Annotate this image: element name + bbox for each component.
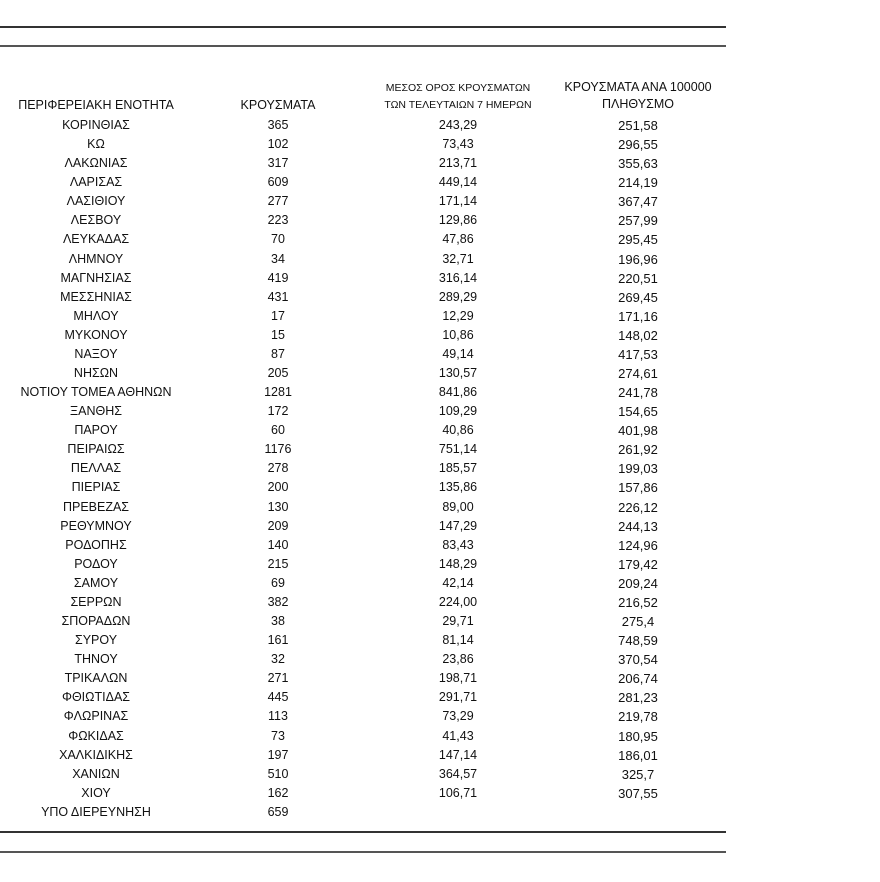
cases-cell: 70 xyxy=(271,232,285,247)
per-100000-cell: 296,55 xyxy=(618,137,658,153)
cases-cell: 365 xyxy=(267,118,289,132)
seven-day-average-cell: 147,14 xyxy=(438,747,478,762)
seven-day-average-cell: 198,71 xyxy=(438,671,478,686)
region-name-cell: ΛΕΣΒΟΥ xyxy=(70,213,122,228)
cases-cell: 223 xyxy=(267,213,289,228)
table-row xyxy=(0,612,726,631)
table-row xyxy=(0,192,726,211)
table-row xyxy=(0,517,726,536)
region-name-cell: ΝΟΤΙΟΥ ΤΟΜΕΑ ΑΘΗΝΩΝ xyxy=(20,385,172,400)
table-row xyxy=(0,574,726,593)
table-row xyxy=(0,269,726,288)
seven-day-average-cell: 243,29 xyxy=(438,118,478,132)
table-row xyxy=(0,116,726,135)
region-name-cell: ΝΑΞΟΥ xyxy=(74,346,118,361)
region-name-cell: ΣΑΜΟΥ xyxy=(73,575,119,590)
seven-day-average-cell: 12,29 xyxy=(442,308,474,323)
per-100000-cell: 220,51 xyxy=(618,270,658,286)
per-100000-cell: 209,24 xyxy=(618,575,658,591)
region-name-cell: ΠΡΕΒΕΖΑΣ xyxy=(62,499,130,514)
per-100000-cell: 196,96 xyxy=(618,251,658,267)
seven-day-average-cell: 106,71 xyxy=(438,785,478,800)
region-name-cell: ΣΥΡΟΥ xyxy=(74,633,118,648)
seven-day-average-cell: 289,29 xyxy=(438,289,478,304)
seven-day-average-cell: 42,14 xyxy=(442,575,474,590)
per-100000-cell: 199,03 xyxy=(618,461,658,477)
region-name-cell: ΦΛΩΡΙΝΑΣ xyxy=(63,709,129,724)
table-row xyxy=(0,593,726,612)
per-100000-cell: 261,92 xyxy=(618,442,658,458)
cases-cell: 73 xyxy=(271,728,285,743)
table-row xyxy=(0,307,726,326)
table-row xyxy=(0,746,726,765)
per-100000-cell: 274,61 xyxy=(618,366,658,382)
cases-cell: 172 xyxy=(267,404,289,419)
seven-day-average-cell: 841,86 xyxy=(438,385,478,400)
seven-day-average-cell: 135,86 xyxy=(438,480,478,495)
column-header-seven-day-average xyxy=(362,80,554,114)
top-rule xyxy=(0,26,726,28)
per-100000-cell: 295,45 xyxy=(618,232,658,248)
table-row xyxy=(0,803,726,822)
per-100000-cell: 281,23 xyxy=(618,690,658,706)
seven-day-average-cell: 129,86 xyxy=(438,213,478,228)
region-name-cell: ΧΑΝΙΩΝ xyxy=(72,766,120,781)
table-row xyxy=(0,478,726,497)
cases-cell: 38 xyxy=(271,614,285,629)
seven-day-average-cell: 81,14 xyxy=(442,633,474,648)
region-name-cell: ΠΙΕΡΙΑΣ xyxy=(71,480,121,495)
table-row xyxy=(0,230,726,249)
table-row xyxy=(0,459,726,478)
per-100000-cell: 325,7 xyxy=(621,766,655,782)
table-row xyxy=(0,402,726,421)
cases-cell: 32 xyxy=(271,652,285,667)
table-row xyxy=(0,498,726,517)
column-header-per-line2: ΠΛΗΘΥΣΜΟ xyxy=(602,97,674,111)
cases-cell: 1176 xyxy=(264,442,292,457)
per-100000-cell: 214,19 xyxy=(618,175,658,191)
table-row xyxy=(0,154,726,173)
table-row xyxy=(0,727,726,746)
top-rule-secondary xyxy=(0,45,726,47)
table-row xyxy=(0,707,726,726)
column-header-per-line1: ΚΡΟΥΣΜΑΤΑ ΑΝΑ 100000 xyxy=(564,80,712,94)
seven-day-average-cell: 147,29 xyxy=(438,518,478,533)
region-name-cell: ΤΗΝΟΥ xyxy=(74,652,118,667)
table-row xyxy=(0,669,726,688)
per-100000-cell: 251,58 xyxy=(618,118,658,133)
table-row xyxy=(0,784,726,803)
per-100000-cell: 257,99 xyxy=(618,213,658,229)
table-row xyxy=(0,250,726,269)
bottom-rule-secondary xyxy=(0,851,726,853)
cases-cell: 15 xyxy=(271,327,285,342)
seven-day-average-cell: 185,57 xyxy=(438,461,478,476)
table-row xyxy=(0,765,726,784)
region-name-cell: ΜΥΚΟΝΟΥ xyxy=(64,327,128,342)
seven-day-average-cell: 49,14 xyxy=(442,346,474,361)
cases-cell: 271 xyxy=(267,671,289,686)
region-name-cell: ΡΟΔΟΠΗΣ xyxy=(65,537,127,552)
cases-cell: 140 xyxy=(267,537,289,552)
cases-cell: 34 xyxy=(271,251,285,266)
column-header-avg-line1: ΜΕΣΟΣ ΟΡΟΣ ΚΡΟΥΣΜΑΤΩΝ xyxy=(385,82,531,94)
region-name-cell: ΜΑΓΝΗΣΙΑΣ xyxy=(60,270,132,285)
seven-day-average-cell: 23,86 xyxy=(442,652,474,667)
per-100000-cell: 216,52 xyxy=(618,594,658,610)
per-100000-cell: 244,13 xyxy=(618,518,658,534)
cases-cell: 87 xyxy=(271,346,285,361)
seven-day-average-cell: 73,43 xyxy=(442,137,474,152)
per-100000-cell: 154,65 xyxy=(618,404,658,420)
cases-cell: 102 xyxy=(267,137,289,152)
per-100000-cell: 206,74 xyxy=(618,671,658,687)
region-name-cell: ΛΑΚΩΝΙΑΣ xyxy=(64,156,128,171)
table-row xyxy=(0,650,726,669)
per-100000-cell: 269,45 xyxy=(618,289,658,305)
seven-day-average-cell: 291,71 xyxy=(438,690,478,705)
region-name-cell: ΤΡΙΚΑΛΩΝ xyxy=(64,671,128,686)
region-name-cell: ΜΕΣΣΗΝΙΑΣ xyxy=(60,289,132,304)
per-100000-cell: 179,42 xyxy=(618,556,658,572)
cases-cell: 278 xyxy=(267,461,289,476)
region-name-cell: ΜΗΛΟΥ xyxy=(73,308,119,323)
column-header-region: ΠΕΡΙΦΕΡΕΙΑΚΗ ΕΝΟΤΗΤΑ xyxy=(18,98,174,112)
seven-day-average-cell: 224,00 xyxy=(438,594,478,609)
region-name-cell: ΚΩ xyxy=(87,137,105,152)
cases-cell: 419 xyxy=(267,270,289,285)
region-name-cell: ΞΑΝΘΗΣ xyxy=(70,404,122,419)
region-name-cell: ΝΗΣΩΝ xyxy=(73,366,119,381)
region-name-cell: ΠΑΡΟΥ xyxy=(74,423,118,438)
cases-cell: 431 xyxy=(267,289,289,304)
per-100000-cell: 275,4 xyxy=(621,614,655,630)
table-row xyxy=(0,135,726,154)
seven-day-average-cell: 751,14 xyxy=(438,442,478,457)
cases-cell: 60 xyxy=(271,423,285,438)
seven-day-average-cell: 316,14 xyxy=(438,270,478,285)
region-name-cell: ΚΟΡΙΝΘΙΑΣ xyxy=(62,118,130,132)
column-header-avg-line2: ΤΩΝ ΤΕΛΕΥΤΑΙΩΝ 7 ΗΜΕΡΩΝ xyxy=(384,99,532,111)
region-name-cell: ΣΕΡΡΩΝ xyxy=(70,594,122,609)
region-name-cell: ΦΩΚΙΔΑΣ xyxy=(68,728,124,743)
cases-cell: 200 xyxy=(267,480,289,495)
per-100000-cell: 148,02 xyxy=(618,327,658,343)
region-name-cell: ΛΗΜΝΟΥ xyxy=(68,251,124,266)
table-row xyxy=(0,555,726,574)
cases-cell: 161 xyxy=(267,633,289,648)
region-name-cell: ΥΠΟ ΔΙΕΡΕΥΝΗΣΗ xyxy=(41,804,151,819)
per-100000-cell: 157,86 xyxy=(618,480,658,496)
per-100000-cell: 401,98 xyxy=(618,423,658,439)
bottom-rule xyxy=(0,831,726,833)
column-header-cases: ΚΡΟΥΣΜΑΤΑ xyxy=(240,98,316,112)
per-100000-cell: 748,59 xyxy=(618,633,658,649)
cases-cell: 197 xyxy=(267,747,289,762)
seven-day-average-cell: 213,71 xyxy=(438,156,478,171)
cases-cell: 205 xyxy=(267,366,289,381)
cases-cell: 113 xyxy=(268,709,288,724)
table-row xyxy=(0,440,726,459)
seven-day-average-cell: 148,29 xyxy=(438,556,478,571)
seven-day-average-cell: 40,86 xyxy=(442,423,474,438)
seven-day-average-cell: 449,14 xyxy=(438,175,478,190)
table-row xyxy=(0,536,726,555)
region-name-cell: ΠΕΙΡΑΙΩΣ xyxy=(67,442,125,457)
per-100000-cell: 417,53 xyxy=(618,346,658,362)
per-100000-cell: 180,95 xyxy=(618,728,658,744)
seven-day-average-cell: 130,57 xyxy=(438,366,478,381)
per-100000-cell: 226,12 xyxy=(618,499,658,515)
cases-cell: 659 xyxy=(267,804,289,819)
per-100000-cell: 186,01 xyxy=(618,747,658,763)
region-name-cell: ΧΙΟΥ xyxy=(81,785,111,800)
table-row xyxy=(0,631,726,650)
table-row xyxy=(0,364,726,383)
seven-day-average-cell: 32,71 xyxy=(442,251,474,266)
per-100000-cell: 367,47 xyxy=(618,194,658,210)
cases-cell: 209 xyxy=(267,518,289,533)
seven-day-average-cell: 89,00 xyxy=(442,499,474,514)
seven-day-average-cell: 29,71 xyxy=(442,614,474,629)
table-row xyxy=(0,326,726,345)
per-100000-cell: 171,16 xyxy=(618,308,658,324)
table-row xyxy=(0,173,726,192)
cases-cell: 382 xyxy=(267,594,289,609)
region-name-cell: ΧΑΛΚΙΔΙΚΗΣ xyxy=(59,747,133,762)
seven-day-average-cell: 171,14 xyxy=(438,194,478,209)
per-100000-cell: 124,96 xyxy=(618,537,658,553)
cases-table xyxy=(0,116,726,822)
region-name-cell: ΛΑΣΙΘΙΟΥ xyxy=(66,194,126,209)
per-100000-cell: 219,78 xyxy=(618,709,658,725)
cases-cell: 215 xyxy=(267,556,289,571)
cases-cell: 1281 xyxy=(264,385,292,400)
cases-cell: 609 xyxy=(267,175,289,190)
table-row xyxy=(0,211,726,230)
seven-day-average-cell: 83,43 xyxy=(442,537,474,552)
table-row xyxy=(0,688,726,707)
region-name-cell: ΦΘΙΩΤΙΔΑΣ xyxy=(61,690,131,705)
per-100000-cell: 370,54 xyxy=(618,652,658,668)
cases-cell: 17 xyxy=(271,308,285,323)
seven-day-average-cell: 10,86 xyxy=(442,327,474,342)
per-100000-cell: 241,78 xyxy=(618,385,658,401)
seven-day-average-cell: 109,29 xyxy=(438,404,478,419)
cases-cell: 277 xyxy=(267,194,289,209)
seven-day-average-cell: 73,29 xyxy=(442,709,474,724)
per-100000-cell: 355,63 xyxy=(618,156,658,172)
region-name-cell: ΡΟΔΟΥ xyxy=(74,556,118,571)
region-name-cell: ΛΕΥΚΑΔΑΣ xyxy=(62,232,130,247)
seven-day-average-cell: 47,86 xyxy=(442,232,474,247)
cases-cell: 130 xyxy=(267,499,289,514)
table-row xyxy=(0,421,726,440)
cases-cell: 69 xyxy=(271,575,285,590)
table-row xyxy=(0,383,726,402)
region-name-cell: ΠΕΛΛΑΣ xyxy=(70,461,122,476)
cases-cell: 510 xyxy=(267,766,289,781)
per-100000-cell: 307,55 xyxy=(618,785,658,801)
seven-day-average-cell: 364,57 xyxy=(438,766,478,781)
region-name-cell: ΡΕΘΥΜΝΟΥ xyxy=(60,518,132,533)
region-name-cell: ΣΠΟΡΑΔΩΝ xyxy=(61,614,131,629)
cases-cell: 445 xyxy=(267,690,289,705)
seven-day-average-cell: 41,43 xyxy=(442,728,474,743)
cases-cell: 162 xyxy=(267,785,289,800)
column-header-per-100000 xyxy=(548,79,728,113)
table-row xyxy=(0,288,726,307)
table-row xyxy=(0,345,726,364)
region-name-cell: ΛΑΡΙΣΑΣ xyxy=(69,175,123,190)
cases-cell: 317 xyxy=(267,156,289,171)
